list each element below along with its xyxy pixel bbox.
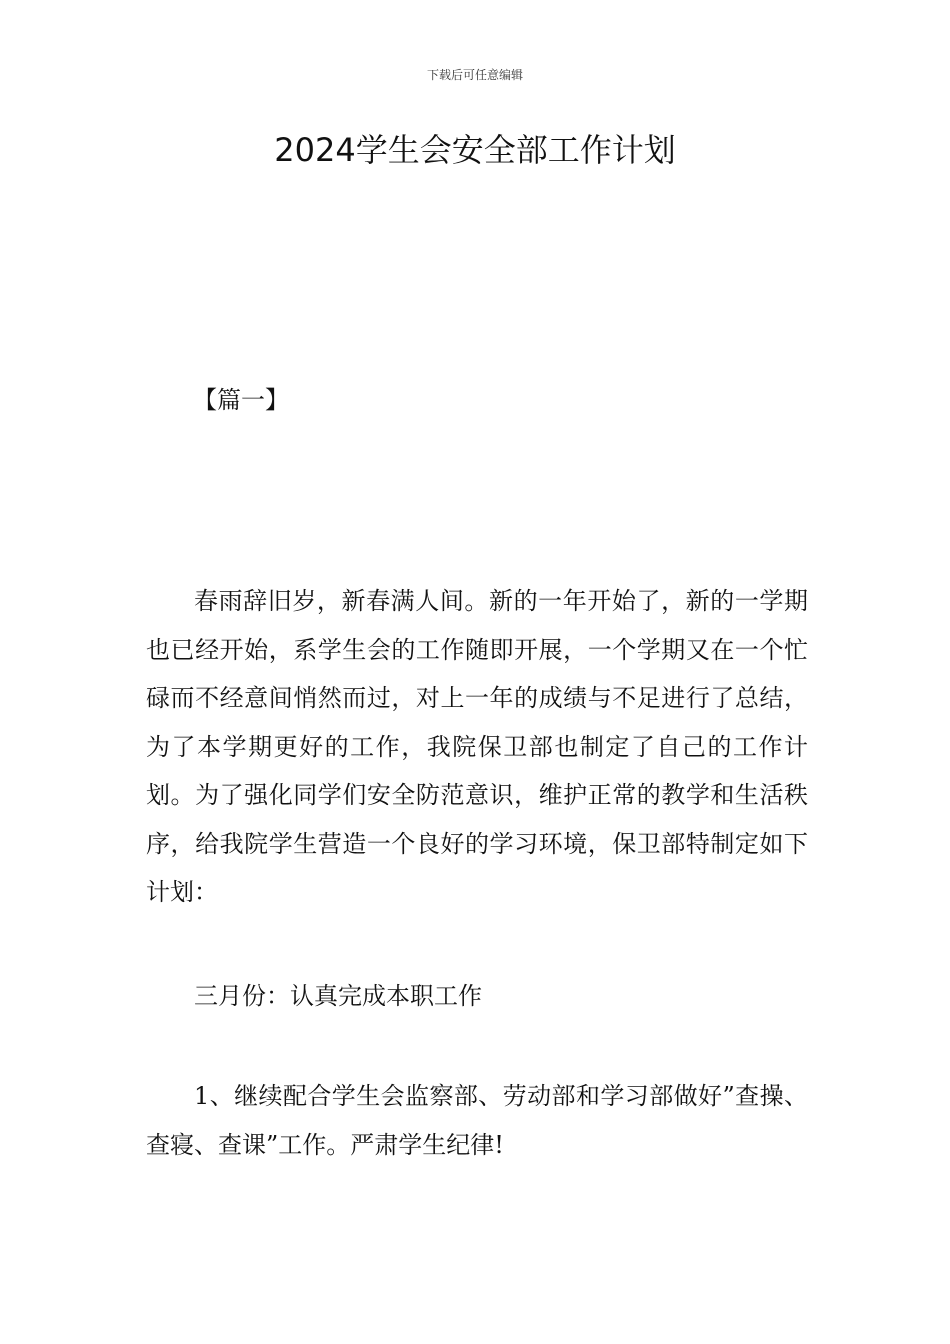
- march-heading-paragraph: 三月份：认真完成本职工作: [194, 982, 482, 1010]
- header-note: 下载后可任意编辑: [426, 68, 523, 82]
- document-title: 2024学生会安全部工作计划: [274, 131, 676, 169]
- item-1-paragraph: 1、继续配合学生会监察部、劳动部和学习部做好”查操、查寝、查课”工作。严肃学生纪律!: [146, 1082, 808, 1159]
- section-heading: 【篇一】: [193, 386, 289, 414]
- intro-paragraph: 春雨辞旧岁，新春满人间。新的一年开始了，新的一学期也已经开始，系学生会的工作随即开展，一个学期又在一个忙碌而不经意间悄然而过，对上一年的成绩与不足进行了总结，为了本学期更好的工作，我院保卫部也制定了自己的工作计划。为了强化同学们安全防范意识，维护正常的教学和生活秩序，给我院学生营造一个良好的学习环境，保卫部特制定如下计划：: [146, 587, 808, 906]
